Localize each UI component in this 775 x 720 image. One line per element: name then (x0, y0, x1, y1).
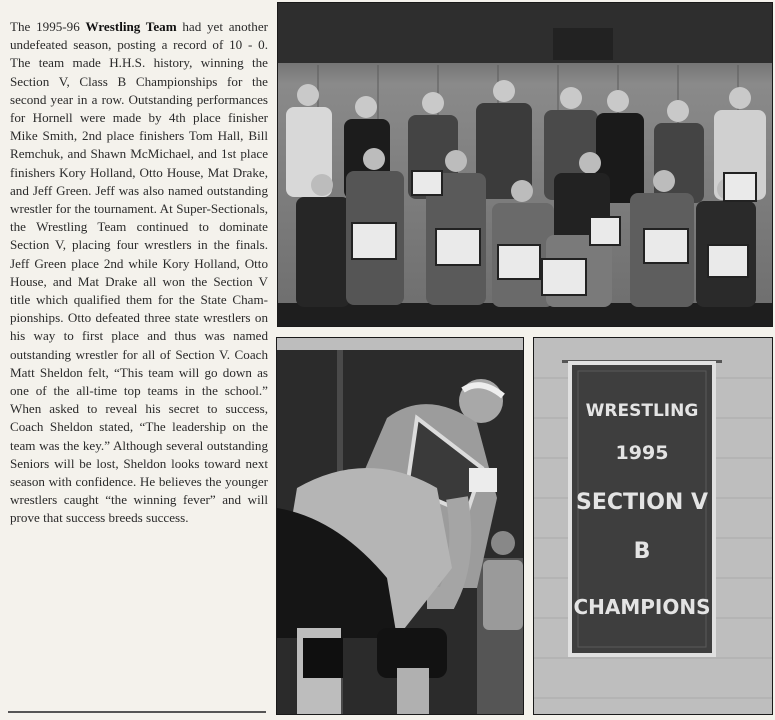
bottom-rule (8, 711, 266, 713)
article-body: had yet another undefeated season, posting a record of 10 - 0. The team made H.H.S. history, winning the Section V, Class B Championships for the second year in a row. Outstanding performances for Hornell were made by 4th place finisher Mike Smith, 2nd place finishers Tom Hall, Bill Remchuk, and Shawn McMichael, and 1st place finishers Kory Holland, Otto House, Mat Drake, and Jeff Green. Jeff was also named outstanding wrestler for the tournament. At Super-Sectionals, the Wrestling Team continued to dominate Section V, placing four wrestlers in the finals. Jeff Green place 2nd while Kory Holland, Otto House, and Mat Drake all won the Section V title which qualified them for the State Championships. Otto defeated three state wrestlers on his way to first place and thus was named outstanding wrestler for all of Section V. Coach Matt Sheldon felt, “This team will go down as one of the all-time top teams in the school.” When asked to reveal his secret to success, Coach Sheldon stated, “The leadership on the team was the key.” Although several outstanding Seniors will be lost, Sheldon looks toward next season with confidence. He believes the younger wrestlers caught “the winning fever” and will prove that success breeds success. (10, 19, 269, 526)
banner-line-year: 1995 (615, 442, 669, 464)
article-text (10, 18, 268, 528)
banner-photo-image (534, 338, 772, 714)
team-photo (277, 2, 773, 327)
banner-photo (533, 337, 773, 715)
team-photo-image (278, 3, 772, 326)
match-photo (276, 337, 524, 715)
banner-line-class: B (633, 539, 651, 564)
banner-line-section: SECTION V (575, 490, 709, 515)
article-intro: The 1995-96 (10, 19, 86, 34)
banner-line-champions: CHAMPIONS (573, 595, 711, 619)
banner-line-wrestling: WRESTLING (585, 401, 699, 421)
match-photo-image (277, 338, 523, 714)
team-name: Wrestling Team (85, 19, 177, 34)
